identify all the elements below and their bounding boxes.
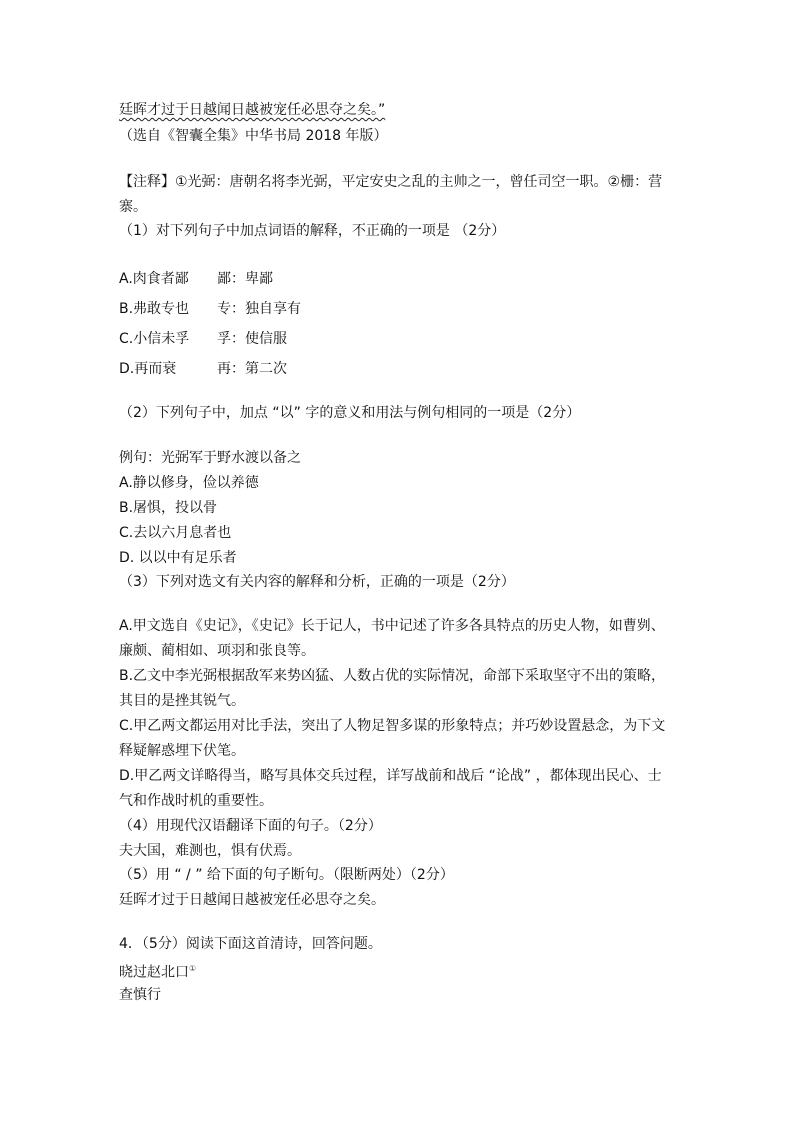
- q4-stem: （4）用现代汉语翻译下面的句子。（2分）: [119, 818, 382, 834]
- q2-example: 例句：光弼军于野水渡以备之: [119, 450, 301, 466]
- poem-title-text: 晓过赵北口: [119, 964, 189, 981]
- footnote-mark: ①: [189, 964, 197, 973]
- q1-option-text: C.小信未孚: [119, 331, 190, 347]
- q1-option-gloss: 孚：使信服: [217, 331, 287, 347]
- q2-option-b: B.屠惧，投以骨: [119, 500, 218, 516]
- poem-author: 查慎行: [119, 987, 161, 1003]
- q3-line: B.乙文中李光弼根据敌军来势凶猛、人数占优的实际情况，命部下采取坚守不出的策略，: [119, 668, 666, 684]
- intro-quote-line: 廷晖才过于日越闻日越被宠任必思夺之矣。”: [119, 102, 386, 118]
- q3-line: A.甲文选自《史记》，《史记》长于记人，书中记述了许多各具特点的历史人物，如曹刿、: [119, 618, 665, 634]
- q1-option-text: A.肉食者鄙: [119, 271, 189, 287]
- notes-line-2: 寨。: [119, 199, 147, 215]
- source-citation: （选自《智囊全集》中华书局 2018 年版）: [119, 128, 388, 144]
- q1-option-a: [119, 270, 273, 288]
- q4-sentence: 夫大国，难测也，惧有伏焉。: [119, 843, 301, 859]
- poem-title: [119, 960, 196, 982]
- q2-stem: （2）下列句子中，加点 “以” 字的意义和用法与例句相同的一项是（2分）: [119, 405, 581, 421]
- q1-option-text: D.再而衰: [119, 361, 177, 377]
- q3-stem: （3）下列对选文有关内容的解释和分析，正确的一项是（2分）: [119, 574, 515, 590]
- q3-line: D.甲乙两文详略得当，略写具体交兵过程，详写战前和战后 “论战” ，都体现出民心、士: [119, 768, 662, 784]
- q1-option-gloss: 鄙：卑鄙: [217, 271, 273, 287]
- q5-stem: （5）用 “ / ” 给下面的句子断句。（限断两处）（2分）: [119, 867, 454, 883]
- notes-line-1: 【注释】①光弼：唐朝名将李光弼，平定安史之乱的主帅之一，曾任司空一职。②栅：营: [119, 174, 663, 190]
- q1-option-gloss: 再：第二次: [217, 361, 287, 377]
- q2-option-d: D. 以以中有足乐者: [119, 550, 237, 566]
- q1-stem: （1）对下列句子中加点词语的解释，不正确的一项是 （2分）: [119, 223, 506, 239]
- q3-line: 气和作战时机的重要性。: [119, 793, 273, 809]
- q2-option-c: C.去以六月息者也: [119, 525, 232, 541]
- q2-option-a: A.静以修身，俭以养德: [119, 475, 259, 491]
- q1-option-b: [119, 300, 301, 318]
- q5-sentence: 廷晖才过于日越闻日越被宠任必思夺之矣。: [119, 892, 385, 908]
- q3-line: C.甲乙两文都运用对比手法，突出了人物足智多谋的形象特点；并巧妙设置悬念，为下文: [119, 718, 666, 734]
- q3-line: 其目的是挫其锐气。: [119, 693, 245, 709]
- q1-option-gloss: 专：独自享有: [217, 301, 301, 317]
- q1-option-c: [119, 330, 287, 348]
- q1-option-d: [119, 360, 287, 378]
- q3-line: 释疑解惑埋下伏笔。: [119, 743, 245, 759]
- q1-option-text: B.弗敢专也: [119, 301, 190, 317]
- section4-header: 4．（5分）阅读下面这首清诗，回答问题。: [119, 936, 382, 952]
- q3-line: 廉颇、蔺相如、项羽和张良等。: [119, 643, 315, 659]
